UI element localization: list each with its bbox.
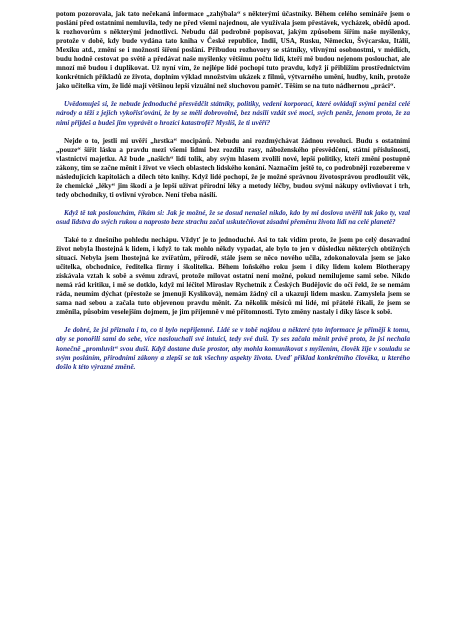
paragraph-answer-2: Nejde o to, jestli mi uvěří „hrstka“ mocipánů. Nebudu ani rozdmýchávat žádnou revoluci. Budu s ostatními „pouze“ šířit lásku a pravdu mezi všemi lidmi bez rozdílu rasy, náboženského přesvědčení, státní příslušnosti, vlastnictví majetku. Až bude „našich“ lidí tolik, aby svým hlasem zvolili nové, lepší politiky, kteří změní postupně zákony, tím se začne měnit i život ve všech oblastech lidského konání. Naznačím ještě to, co podrobněji rozebereme v následujících kapitolách a dílech této knihy. Když lidé pochopí, že je možné správnou životosprávou prodloužit věk, že chemické „léky“ jim škodí a je lepší užívat přírodní léky a metody léčby, budou svými nákupy ovlivňovat i trh, tedy obchodníky, ti ovlivní výrobce. Není třeba násilí.	[56, 136, 410, 199]
paragraph-gap	[56, 128, 410, 137]
paragraph-answer-1: potom pozorovala, jak tato nečekaná informace „zahýbala“ s některými účastníky. Během celého semináře jsem o poslání před ostatními nemluvila, tedy ne před všemi najednou, ale využívala jsem přestávek, vycházek, obědů apod. k rozhovorům s některými jednotlivci. Nebudu dál podrobně popisovat, jakým způsobem šířím naše myšlenky, protože v době, kdy bude vydána tato kniha v České republice, Indii, USA, Rusku, Německu, Švýcarsku, Itálii, Mexiku atd., změní se i možnosti šíření poslání. Přibudou rozhovory se státníky, vlivnými osobnostmi, v médiích, budu hodně cestovat po světě a předávat naše myšlenky většímu počtu lidí, kteří mě budou nejenom poslouchat, ale mnozí mě budou i duplikovat. Už nyní vím, že nejlépe lidé pochopí tuto pravdu, když jí přiblížím prostřednictvím konkrétních příkladů ze života, doplním výklad množstvím ukázek z filmů, výtvarného umění, hudby, knih, protože jako učitelka vím, že lidé mají většinou lepší vizuální než sluchovou paměť. Těším se na tuto nádhernou „práci“.	[56, 10, 410, 91]
paragraph-answer-3: Také to z dnešního pohledu nechápu. Vždyť je to jednoduché. Asi to tak vidím proto, že jsem po celý dosavadní život nebyla lhostejná k lidem, i když to tak mohlo někdy vypadat, ale bylo to jen v důsledku některých obtížných situací. Nebyla jsem lhostejná ke zvířatům, přírodě, stále jsem se něco nového učila, zdokonalovala jsem se jako učitelka, obchodnice, ředitelka firmy i školitelka. Během loňského roku jsem i díky lidem kolem Biotherapy získávala vztah k sobě a svému zdraví, protože milovat ostatní není možné, pokud nemilujeme sami sebe. Nikdo nemá rád kritiku, i mě se dotklo, když mi léčitel Miroslav Rychetník z Českých Budějovic do očí řekl, že se nemám ráda, neumím dýchat (přestože se jmenuji Kyslíková), nemám žádný cíl a ukazuji lidem masku. Zamyslela jsem se sama nad sebou a začala tuto objevenou pravdu měnit. Za několik měsíců mi lidé, mi přátelé říkali, že jsem se změnila, působím veselejším dojmem, je jim příjemně v mé přítomnosti. Tyto změny nastaly i díky lásce k sobě.	[56, 235, 410, 317]
paragraph-gap	[56, 91, 410, 100]
paragraph-gap	[56, 227, 410, 236]
paragraph-question-1: Uvědomuješ si, že nebude jednoduché přesvědčit státníky, politiky, vedení korporací, které ovládají svými penězi celé národy a těží z jejich vykořisťování, že by se měli dobrovolně, bez násilí vzdát své moci, svých peněz, jenom proto, že za nimi přijdeš a budeš jim vyprávět o hrozící katastrofě? Myslíš, že ti uvěří?	[56, 100, 410, 127]
paragraph-gap	[56, 200, 410, 209]
paragraph-question-3: Je dobré, že jsi přiznala i to, co ti bylo nepříjemné. Lidé se v tobě najdou a některé tyto informace je přimějí k tomu, aby se ponořili sami do sebe, více naslouchali své intuici, tedy své duši. Ty ses začala měnit právě proto, že jsi nechala konečně „promluvit“ svou duši. Když dostane duše prostor, aby mohla komunikovat s myšlením, člověk žije v souladu se svým posláním, přírodními zákony a zlepší se tak všechny aspekty života. Uveď příklad konkrétního člověka, u kterého došlo k této výrazné změně.	[56, 326, 410, 371]
paragraph-question-2: Když tě tak poslouchám, říkám si: Jak je možné, že se dosud nenašel nikdo, kdo by mi doslova uvěřil tak jako ty, vzal osud lidstva do svých rukou a naprosto beze strachu začal uskutečňovat zásadní přeměnu života lidí na celé planetě?	[56, 208, 410, 226]
paragraph-gap	[56, 317, 410, 326]
